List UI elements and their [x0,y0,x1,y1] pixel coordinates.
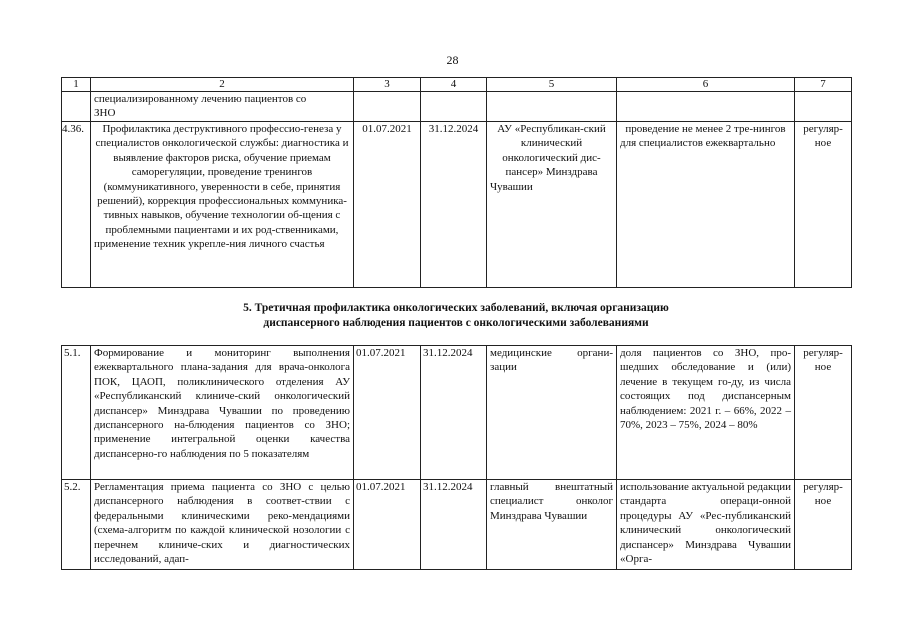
table-row [62,346,852,480]
row-responsible: главный внештатный специалист онколог Минздрава Чувашии [487,480,617,570]
column-number-row [62,78,852,92]
continued-description [91,92,354,122]
row-responsible: АУ «Республикан-ский клинический онкологический дис-пансер» Минздрава Чувашии [487,122,617,288]
column-number: 7 [795,78,852,92]
column-number: 2 [91,78,354,92]
row-number: 4.36. [62,122,91,288]
column-number: 5 [487,78,617,92]
continued-row [62,92,852,122]
table-row [62,122,852,288]
column-number: 1 [62,78,91,92]
row-description: Формирование и мониторинг выполнения ежеквартального плана-задания для врача-онколога ПОК, ЦАОП, поликлинического отделения АУ «Республиканский клиниче-ский онкологический диспансер» Минздрава Чувашии по проведению диспансерного на-блюдения пациентов со ЗНО; применение интегральной оценки качества диспансерно-го наблюдения по 5 показателям [91,346,354,480]
section-title-line: 5. Третичная профилактика онкологических заболеваний, включая организацию [243,302,669,314]
column-number: 4 [421,78,487,92]
row-frequency: регуляр-ное [795,480,852,570]
row-description: Регламентация приема пациента со ЗНО с целью диспансерного наблюдения в соответ-ствии с федеральными клиническими реко-мендациями (схема-алгоритм по каждой клинической нозологии с перечнем клиниче-ских и диагностических исследований, адап- [91,480,354,570]
activities-table-bottom [61,345,852,570]
continued-line: специализированному лечению пациентов со [94,93,307,105]
row-frequency: регуляр-ное [795,346,852,480]
table-row [62,480,852,570]
row-number: 5.2. [62,480,91,570]
section-title-line: диспансерного наблюдения пациентов с онкологическими заболеваниями [263,317,649,329]
row-end-date: 31.12.2024 [421,122,487,288]
row-end-date: 31.12.2024 [421,480,487,570]
row-result: проведение не менее 2 тре-нингов для специалистов ежеквартально [617,122,795,288]
row-start-date: 01.07.2021 [354,480,421,570]
row-result: доля пациентов со ЗНО, про-шедших обследование и (или) лечение в текущем го-ду, из числа состоящих под диспансерным наблюдением: 2021 г. – 66%, 2022 – 70%, 2023 – 75%, 2024 – 80% [617,346,795,480]
section-title [61,301,851,331]
column-number: 6 [617,78,795,92]
row-description: Профилактика деструктивного профессио-генеза у специалистов онкологической службы: диагностика и выявление факторов риска, обучение приемам саморегуляции, проведение тренингов (коммуникативного, уверенности в себе, принятия решений), коррекция профессиональных коммуника-тивных навыков, обучение технологии об-щения с проблемными пациентами и их род-ственниками, применение техник укрепле-ния личного счастья [91,122,354,288]
row-start-date: 01.07.2021 [354,122,421,288]
row-result: использование актуальной редакции стандарта операци-онной процедуры АУ «Рес-публиканский клинический онкологический диспансер» Минздрава Чувашии «Орга- [617,480,795,570]
row-end-date: 31.12.2024 [421,346,487,480]
page-number: 28 [446,53,459,67]
row-number: 5.1. [62,346,91,480]
activities-table-top [61,77,852,288]
row-start-date: 01.07.2021 [354,346,421,480]
row-frequency: регуляр-ное [795,122,852,288]
column-number: 3 [354,78,421,92]
row-responsible: медицинские органи-зации [487,346,617,480]
continued-line: ЗНО [94,107,116,120]
